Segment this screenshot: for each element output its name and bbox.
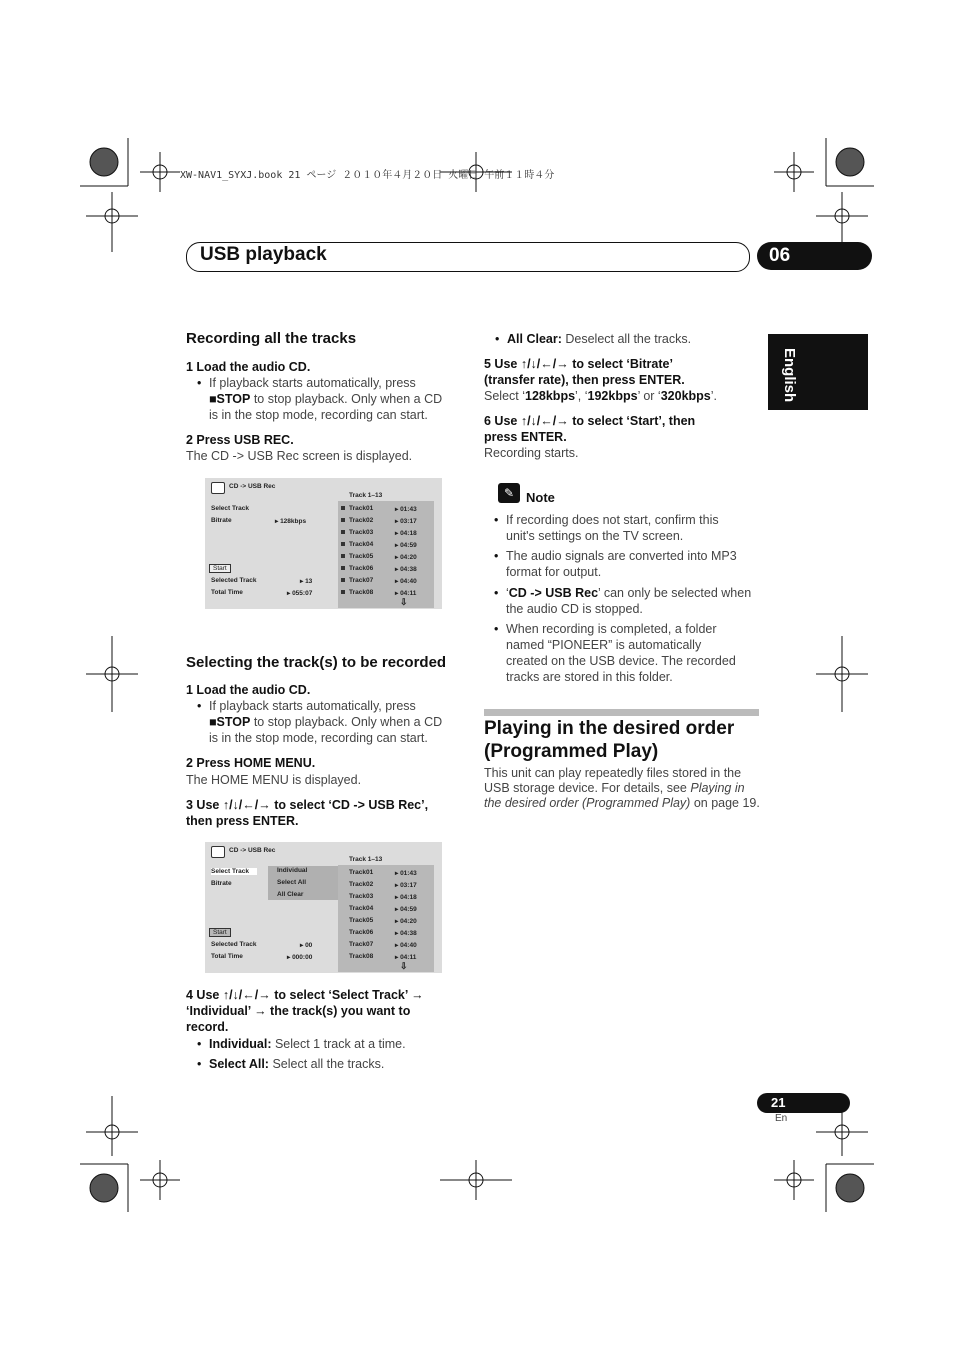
track-time: ▸ 04:59: [395, 542, 417, 549]
text: ’ can only be selected when: [598, 586, 752, 600]
step-line: then press ENTER.: [186, 814, 299, 828]
step-text: The HOME MENU is displayed.: [186, 773, 362, 787]
bullet-line: [209, 714, 442, 730]
bitrate-options: [484, 388, 717, 404]
stop-text: to stop playback. Only when a CD: [250, 715, 443, 729]
track-name: Track07: [349, 577, 374, 584]
heading-programmed-play-line2: (Programmed Play): [484, 741, 659, 762]
option-320: 320kbps: [660, 389, 711, 403]
heading-recording-all: Recording all the tracks: [186, 330, 357, 347]
bullet-playback: • If playback starts automatically, press: [209, 375, 416, 391]
step-bitrate: 5 Use ↑/↓/←/→ to select ‘Bitrate’: [484, 357, 673, 371]
track-row: [341, 577, 373, 584]
cd-usb-rec-label: CD -> USB Rec: [508, 586, 599, 600]
note-line: the audio CD is stopped.: [506, 602, 643, 616]
track-name: Track08: [349, 953, 374, 960]
track-row: [341, 541, 373, 548]
all-clear-text: Deselect all the tracks.: [561, 332, 692, 346]
screen-title: CD -> USB Rec: [229, 483, 276, 490]
step-line: (transfer rate), then press ENTER.: [484, 373, 685, 387]
track-time: ▸ 04:40: [395, 942, 417, 949]
bitrate-value: ▸ 128kbps: [275, 518, 307, 525]
track-row: [341, 553, 373, 560]
track-time: ▸ 01:43: [395, 506, 417, 513]
link-text: the desired order (Programmed Play): [484, 796, 691, 810]
individual-text: Select 1 track at a time.: [271, 1037, 406, 1051]
section-divider: [484, 709, 759, 716]
note-line: unit's settings on the TV screen.: [506, 529, 684, 543]
note-heading: Note: [526, 490, 555, 505]
bullet-all-clear: [507, 331, 691, 347]
track-time: ▸ 04:18: [395, 530, 417, 537]
step-line: record.: [186, 1020, 229, 1034]
note-bullet: • When recording is completed, a folder: [506, 621, 717, 637]
track-name: Track05: [349, 553, 374, 560]
track-row: [341, 589, 373, 596]
track-time: ▸ 04:38: [395, 566, 417, 573]
note-bullet: • If recording does not start, confirm this: [506, 512, 719, 528]
heading-selecting-tracks: Selecting the track(s) to be recorded: [186, 654, 447, 671]
stop-label: ■STOP: [209, 715, 251, 729]
track-time: ▸ 04:11: [395, 954, 417, 961]
note-line: format for output.: [506, 565, 602, 579]
page-number: 21: [757, 1093, 850, 1113]
screen-cd-usb-rec-1: [205, 478, 442, 609]
track-name: Track05: [349, 917, 374, 924]
bullet-select-all: [209, 1056, 384, 1072]
total-time-label: Total Time: [211, 589, 243, 596]
popup-option-select-all: Select All: [277, 879, 307, 886]
track-name: Track01: [349, 869, 374, 876]
scroll-down-icon: ⇩: [400, 961, 408, 971]
stop-text: to stop playback. Only when a CD: [250, 392, 443, 406]
note-icon: ✎: [498, 483, 520, 503]
screen-title: CD -> USB Rec: [229, 847, 276, 854]
language-label: English: [781, 348, 798, 403]
start-button: Start: [209, 564, 231, 573]
section-text: [484, 795, 760, 811]
text: ‘: [506, 586, 509, 600]
text: ’.: [710, 389, 717, 403]
track-time: ▸ 03:17: [395, 882, 417, 889]
selected-track-value: ▸ 13: [300, 578, 313, 585]
track-time: ▸ 04:59: [395, 906, 417, 913]
track-time: ▸ 04:18: [395, 894, 417, 901]
total-time-label: Total Time: [211, 953, 243, 960]
note-bullet: • The audio signals are converted into MP3: [506, 548, 737, 564]
track-row: [341, 529, 373, 536]
step-start: 6 Use ↑/↓/←/→ to select ‘Start’, then: [484, 414, 696, 428]
track-row: [341, 517, 373, 524]
note-bullet: [506, 585, 751, 601]
track-time: ▸ 04:20: [395, 554, 417, 561]
step-load-cd: 1 Load the audio CD.: [186, 683, 311, 697]
select-all-label: Select All:: [209, 1057, 269, 1071]
all-clear-label: All Clear:: [507, 332, 562, 346]
track-header: Track 1–13: [349, 856, 383, 863]
track-time: ▸ 01:43: [395, 870, 417, 877]
note-line: created on the USB device. The recorded: [506, 654, 736, 668]
individual-label: Individual:: [209, 1037, 272, 1051]
step-text: Recording starts.: [484, 446, 579, 460]
bullet-line: is in the stop mode, recording can start.: [209, 731, 428, 745]
popup-option-all-clear: All Clear: [277, 891, 304, 898]
text: ’, ‘: [575, 389, 588, 403]
select-all-text: Select all the tracks.: [268, 1057, 385, 1071]
page-language: En: [775, 1113, 788, 1124]
track-time: ▸ 04:40: [395, 578, 417, 585]
text: Select ‘: [484, 389, 525, 403]
total-time-value: ▸ 000:00: [287, 954, 313, 961]
total-time-value: ▸ 055:07: [287, 590, 313, 597]
scroll-down-icon: ⇩: [400, 597, 408, 607]
step-line: press ENTER.: [484, 430, 567, 444]
link-text: Playing in: [690, 781, 745, 795]
track-header: Track 1–13: [349, 492, 383, 499]
select-track-label: Select Track: [211, 505, 249, 512]
disc-icon: [211, 846, 225, 858]
bullet-line: [209, 391, 442, 407]
selected-track-label: Selected Track: [211, 577, 257, 584]
popup-option-individual: Individual: [277, 867, 308, 874]
step-press-usb-rec: 2 Press USB REC.: [186, 433, 294, 447]
track-row: [341, 505, 373, 512]
track-name: Track03: [349, 529, 374, 536]
step-text: The CD -> USB Rec screen is displayed.: [186, 449, 413, 463]
screen-cd-usb-rec-2: [205, 842, 442, 973]
track-time: ▸ 03:17: [395, 518, 417, 525]
start-button: Start: [209, 928, 231, 937]
bullet-individual: [209, 1036, 406, 1052]
track-name: Track04: [349, 541, 374, 548]
track-time: ▸ 04:20: [395, 918, 417, 925]
selected-track-label: Selected Track: [211, 941, 257, 948]
step-home-menu: 2 Press HOME MENU.: [186, 756, 316, 770]
option-192: 192kbps: [587, 389, 638, 403]
step-load-cd: 1 Load the audio CD.: [186, 360, 311, 374]
select-track-label: Select Track: [211, 868, 257, 875]
track-time: ▸ 04:11: [395, 590, 417, 597]
disc-icon: [211, 482, 225, 494]
note-line: named “PIONEER” is automatically: [506, 638, 702, 652]
heading-programmed-play: Playing in the desired order: [484, 718, 735, 739]
header-title: USB playback: [200, 244, 327, 265]
track-name: Track03: [349, 893, 374, 900]
option-128: 128kbps: [525, 389, 576, 403]
chapter-number: 06: [757, 242, 872, 270]
bullet-playback: • If playback starts automatically, press: [209, 698, 416, 714]
track-row: [341, 565, 373, 572]
track-name: Track01: [349, 505, 374, 512]
file-info: XW-NAV1_SYXJ.book 21 ページ ２０１０年４月２０日 火曜日 午前１１時４分: [180, 170, 555, 181]
section-text: [484, 780, 745, 796]
selected-track-value: ▸ 00: [300, 942, 313, 949]
bitrate-label: Bitrate: [211, 517, 232, 524]
text: ’ or ‘: [637, 389, 661, 403]
track-name: Track07: [349, 941, 374, 948]
text: USB storage device. For details, see: [484, 781, 691, 795]
bullet-line: is in the stop mode, recording can start.: [209, 408, 428, 422]
step-line: ‘Individual’ → the track(s) you want to: [186, 1004, 411, 1018]
track-name: Track06: [349, 929, 374, 936]
note-line: tracks are stored in this folder.: [506, 670, 673, 684]
stop-label: ■STOP: [209, 392, 251, 406]
section-text: This unit can play repeatedly files stored in the: [484, 766, 742, 780]
track-name: Track02: [349, 881, 374, 888]
step-select-track: 4 Use ↑/↓/←/→ to select ‘Select Track’ →: [186, 988, 424, 1002]
track-name: Track04: [349, 905, 374, 912]
text: on page 19.: [690, 796, 760, 810]
language-tab: [768, 334, 868, 410]
track-name: Track06: [349, 565, 374, 572]
track-time: ▸ 04:38: [395, 930, 417, 937]
step-select-cd-usb: 3 Use ↑/↓/←/→ to select ‘CD -> USB Rec’,: [186, 798, 429, 812]
track-name: Track08: [349, 589, 374, 596]
track-name: Track02: [349, 517, 374, 524]
bitrate-label: Bitrate: [211, 880, 232, 887]
